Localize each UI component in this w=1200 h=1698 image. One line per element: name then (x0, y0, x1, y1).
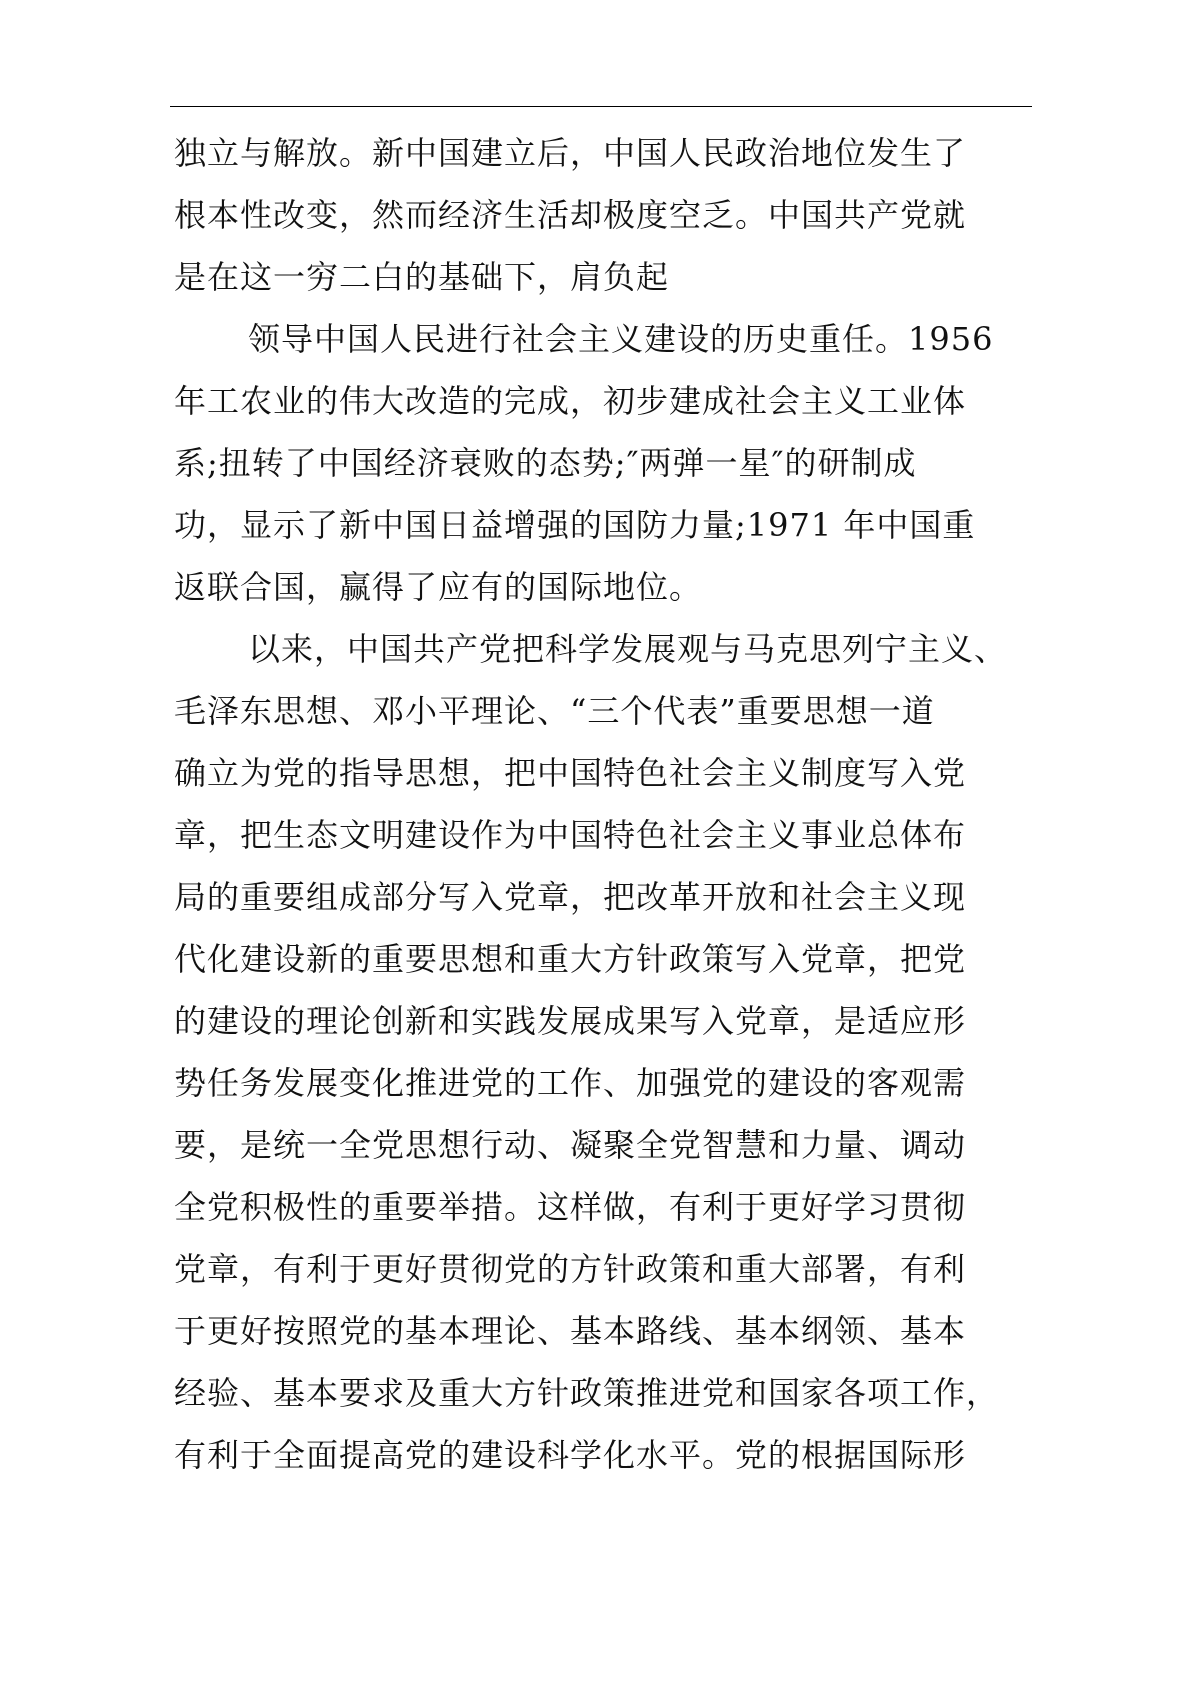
text-line: 根本性改变，然而经济生活却极度空乏。中国共产党就 (174, 196, 967, 234)
text-line: 于更好按照党的基本理论、基本路线、基本纲领、基本 (174, 1312, 967, 1350)
text-line: 毛泽东思想、邓小平理论、“三个代表”重要思想一道 (174, 692, 935, 730)
text-line: 功，显示了新中国日益增强的国防力量;1971 年中国重 (174, 506, 976, 544)
paragraph-2 (174, 308, 1054, 618)
paragraph-1 (174, 122, 1054, 308)
text-line: 领导中国人民进行社会主义建设的历史重任。1956 (248, 320, 994, 358)
text-line: 全党积极性的重要举措。这样做，有利于更好学习贯彻 (174, 1188, 967, 1226)
text-line: 章，把生态文明建设作为中国特色社会主义事业总体布 (174, 816, 967, 854)
document-body (174, 122, 1054, 1486)
text-line: 独立与解放。新中国建立后，中国人民政治地位发生了 (174, 134, 967, 172)
text-line: 党章，有利于更好贯彻党的方针政策和重大部署，有利 (174, 1250, 967, 1288)
text-line: 势任务发展变化推进党的工作、加强党的建设的客观需 (174, 1064, 967, 1102)
text-line: 经验、基本要求及重大方针政策推进党和国家各项工作， (174, 1374, 1000, 1412)
text-line: 有利于全面提高党的建设科学化水平。党的根据国际形 (174, 1436, 967, 1474)
text-line: 确立为党的指导思想，把中国特色社会主义制度写入党 (174, 754, 967, 792)
text-line: 是在这一穷二白的基础下，肩负起 (174, 258, 670, 296)
text-line: 返联合国，赢得了应有的国际地位。 (174, 568, 703, 606)
text-line: 的建设的理论创新和实践发展成果写入党章，是适应形 (174, 1002, 967, 1040)
text-line: 要，是统一全党思想行动、凝聚全党智慧和力量、调动 (174, 1126, 967, 1164)
paragraph-3 (174, 618, 1054, 1486)
header-divider (170, 106, 1032, 107)
text-line: 局的重要组成部分写入党章，把改革开放和社会主义现 (174, 878, 967, 916)
text-line: 年工农业的伟大改造的完成，初步建成社会主义工业体 (174, 382, 967, 420)
text-line: 代化建设新的重要思想和重大方针政策写入党章，把党 (174, 940, 967, 978)
text-line: 系;扭转了中国经济衰败的态势;″两弹一星″的研制成 (174, 444, 917, 482)
text-line: 以来，中国共产党把科学发展观与马克思列宁主义、 (248, 630, 1008, 668)
